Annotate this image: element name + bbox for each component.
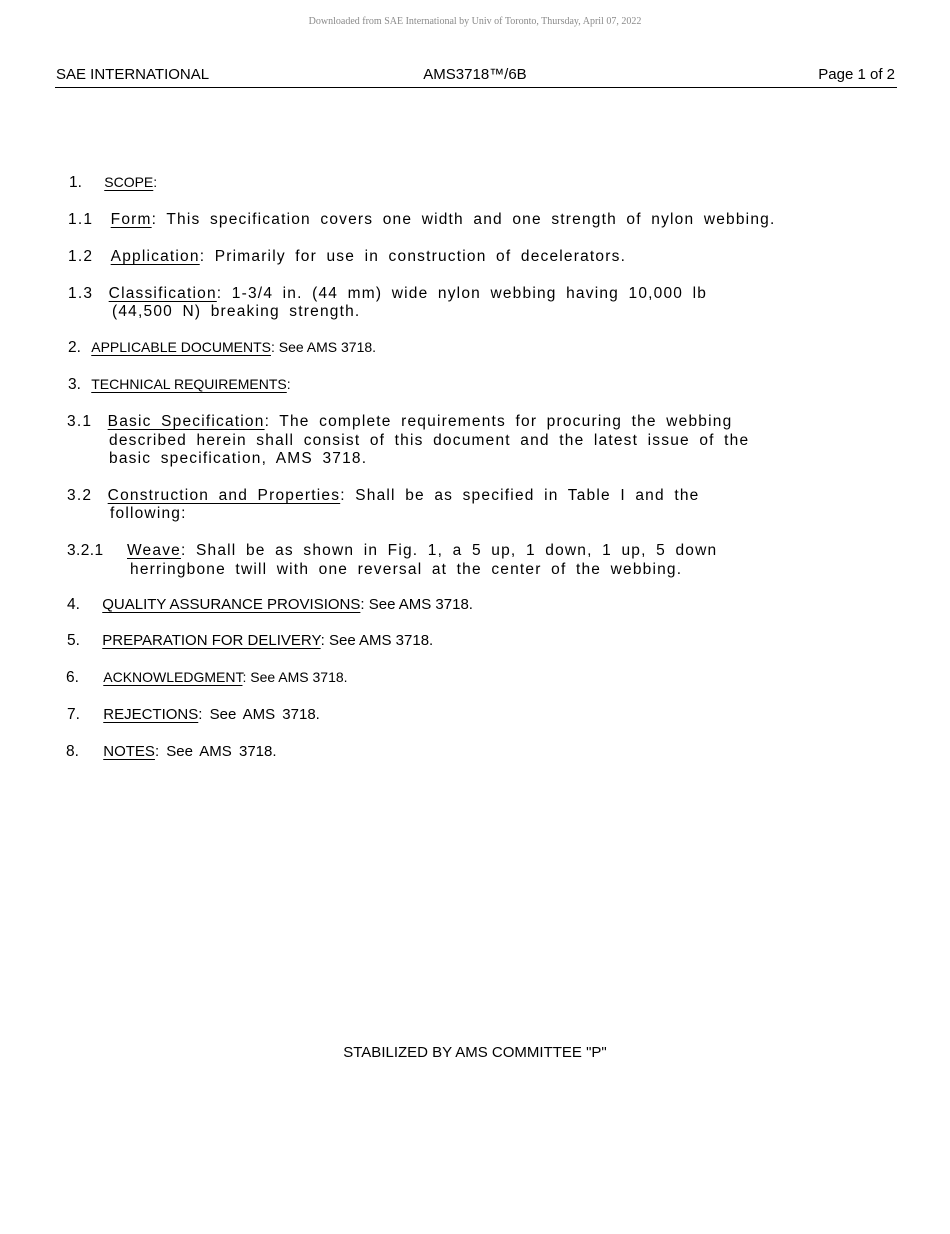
section-number: 1.2	[68, 248, 94, 265]
section-number: 3.2.1	[67, 542, 104, 559]
section-number: 3.	[68, 376, 81, 393]
download-notice: Downloaded from SAE International by Univ of Toronto, Thursday, April 07, 2022	[308, 16, 642, 27]
header-organization: SAE INTERNATIONAL	[56, 66, 210, 83]
section-title: Form	[110, 211, 152, 228]
section-number: 1.1	[68, 211, 94, 228]
section-title: SCOPE	[104, 174, 154, 190]
section-title: Weave	[127, 542, 181, 559]
section-number: 4.	[67, 596, 80, 613]
section-3-2-1-weave	[67, 541, 717, 560]
section-text: : 1-3/4 in. (44 mm) wide nylon webbing having 10,000 lb	[216, 285, 708, 302]
section-text: : See AMS 3718.	[242, 669, 348, 685]
section-number: 6.	[66, 669, 79, 686]
section-1-1-form	[68, 210, 775, 229]
section-number: 5.	[67, 632, 80, 649]
header-document-number: AMS3718™/6B	[423, 66, 527, 83]
page-header	[55, 66, 897, 88]
section-number: 1.	[69, 174, 82, 191]
section-3-1-continuation-1: described herein shall consist of this document and the latest issue of the	[109, 432, 750, 449]
section-5-preparation-for-delivery	[67, 631, 433, 650]
section-number: 1.3	[68, 285, 94, 302]
section-3-2-construction	[67, 486, 699, 505]
section-title: Basic Specification	[107, 413, 265, 430]
section-8-notes	[66, 742, 277, 761]
section-title: APPLICABLE DOCUMENTS	[91, 339, 271, 355]
section-2-applicable-documents	[68, 338, 376, 357]
section-number: 3.1	[67, 413, 93, 430]
section-text: : See AMS 3718.	[360, 596, 473, 613]
section-title: Construction and Properties	[107, 487, 341, 504]
section-3-1-basic-specification	[67, 412, 732, 431]
section-title: Classification	[108, 285, 217, 302]
section-1-3-continuation: (44,500 N) breaking strength.	[112, 303, 361, 320]
section-colon: :	[286, 376, 291, 392]
section-colon: :	[153, 174, 158, 190]
section-6-acknowledgment	[66, 668, 348, 687]
section-text: : Primarily for use in construction of decelerators.	[199, 248, 627, 265]
section-3-2-1-continuation: herringbone twill with one reversal at the center of the webbing.	[130, 561, 683, 578]
section-title: QUALITY ASSURANCE PROVISIONS	[102, 596, 361, 613]
section-number: 2.	[68, 339, 81, 356]
section-1-scope	[69, 173, 157, 192]
section-text: : See AMS 3718.	[198, 706, 320, 723]
section-text: : See AMS 3718.	[154, 743, 277, 760]
stabilized-notice: STABILIZED BY AMS COMMITTEE "P"	[343, 1044, 607, 1061]
section-title: NOTES	[103, 743, 155, 760]
header-page-number: Page 1 of 2	[818, 66, 895, 83]
section-1-3-classification	[68, 284, 707, 303]
section-3-2-continuation: following:	[110, 505, 187, 522]
section-text: : Shall be as shown in Fig. 1, a 5 up, 1 down, 1 up, 5 down	[180, 542, 718, 559]
section-1-2-application	[68, 247, 626, 266]
section-text: : See AMS 3718.	[270, 339, 377, 355]
section-text: : This specification covers one width and one strength of nylon webbing.	[151, 211, 776, 228]
section-text: : See AMS 3718.	[320, 632, 434, 649]
section-title: PREPARATION FOR DELIVERY	[102, 632, 321, 649]
section-7-rejections	[67, 705, 320, 724]
section-text: : Shall be as specified in Table I and the	[340, 487, 700, 504]
section-4-quality-assurance	[67, 595, 473, 614]
section-title: TECHNICAL REQUIREMENTS	[91, 376, 287, 392]
section-title: ACKNOWLEDGMENT	[103, 669, 243, 685]
section-number: 7.	[67, 706, 80, 723]
section-title: Application	[110, 248, 200, 265]
section-3-technical-requirements	[68, 375, 291, 394]
section-3-1-continuation-2: basic specification, AMS 3718.	[109, 450, 368, 467]
section-number: 3.2	[67, 487, 93, 504]
section-text: : The complete requirements for procuring the webbing	[264, 413, 733, 430]
section-title: REJECTIONS	[103, 706, 199, 723]
section-number: 8.	[66, 743, 79, 760]
